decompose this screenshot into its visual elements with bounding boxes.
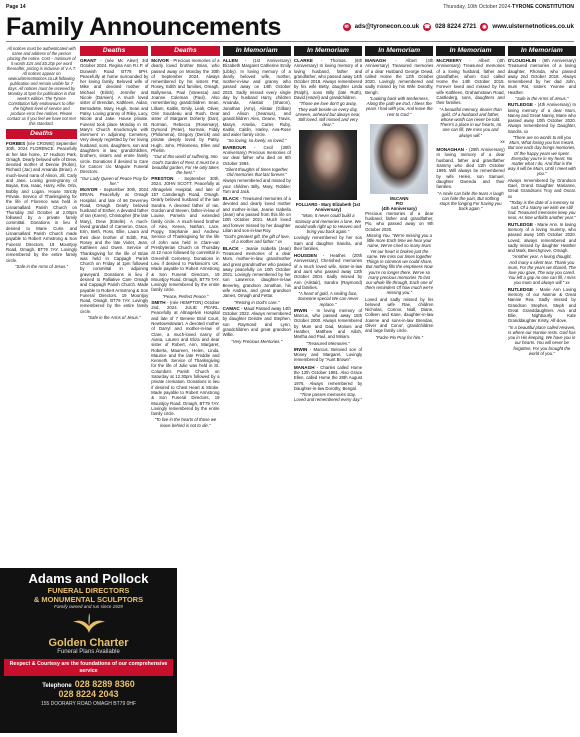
verse: "God's greatest gift, the gift of love, of a mother and father." xx: [223, 234, 290, 245]
notice-mccann-family: Loved and sadly missed by his beloved wife Rae, children Nicholas, Connor, Niall, Diane, Colleen and Kane, daughter-in-law Joanne and sons-in-law Brendan, Oliver and Conor; grandchildren and large family circle.: [365, 296, 434, 334]
ad-telephone-1: [42, 679, 135, 689]
ad-tel-number-1[interactable]: 028 8289 8360: [74, 679, 135, 689]
column-6: [365, 46, 433, 733]
top-strip: [6, 2, 574, 12]
notice-body: - Marie Ann Loving memory of our Nannie & Great Nannie Rea. Sadly missed by Grandson Stephen, Steph and Great Granddaughters Ava and Ellie, Nighbourly Kate Granddaughter Kirsty, Alf-dove.: [507, 286, 576, 324]
memoriam-header: In Memoriam: [508, 46, 576, 56]
masthead: [6, 12, 574, 42]
page-number: Page 14: [6, 4, 26, 10]
notice-grant: [80, 58, 148, 175]
notice-barbour-family: Always remembered and missed by your children Billy, Mary, Robbie; Tom and Jack.: [222, 178, 291, 194]
website-link[interactable]: www.ulsternetnotices.co.uk: [492, 23, 574, 30]
notice-name: HOUSDEN: [293, 253, 317, 259]
notice-irwin-2: [294, 347, 362, 363]
verse: "Treasured Memories.": [306, 340, 350, 346]
lily-icon: [69, 612, 109, 634]
notice-name: RUTLEDGE: [507, 102, 533, 108]
deaths-header: Deaths: [151, 46, 219, 56]
column-4: [223, 46, 291, 733]
verse: "Safe in the Arms of Jesus.": [515, 96, 569, 102]
notice-mccreery: [436, 58, 504, 106]
portrait-photo: [299, 130, 357, 200]
submission-notice: All notices must be authenticated with name and address of the person placing the notice. Cost – minimum of 5 words £15 and £0.20p per word thereafter, pricing is inclusive of V.A.T. All notices appear on www.ulsternetnotices.co.uk following publication and remain visible for 7 days. All notices must be received by Monday at 5pm for publication in that week's edition. The Tyrone Constitution fully endeavours to offer the highest level of service and produce error free notices. Please contact us if you feel we have not met this standard.: [7, 46, 76, 126]
notice-body: - Heather. (20th Anniversary) Cherished memories of a much loved wife, sister-in-law and aunt who passed away 13th October 2004. Sadly missed by Ann (Alistair), Sandra (Raymond) and families.: [293, 253, 363, 290]
ad-funeral-plans: Funeral Plans Available: [57, 649, 120, 655]
email-link[interactable]: ads@tyronecon.co.uk: [354, 23, 420, 30]
notice-name: RUTLEDGE: [507, 286, 533, 292]
memoriam-header: In Memoriam: [294, 46, 362, 56]
notice-body: - (6th Anniversary) Treasured memories of a loving daughter, Rhonda, who passed away 2nd October 2018. Always remembered by her dad John, mum Pat, sisters Yvonne and Heather.: [507, 58, 576, 95]
notice-name: CLARKE: [293, 58, 313, 63]
issue-date-text: Thursday, 10th October 2024-: [443, 4, 513, 10]
notice-body: - Albert (4th Anniversary) Treasured memories of a loving husband, father and grandfather, whom God called Home the 14th October 2015. Forever loved and missed by his wife Kathleen, Grahamstown Road, Castlederg, sons, daughters and their families.: [436, 58, 505, 106]
notice-black: [223, 196, 291, 233]
notice-black-2: [223, 246, 291, 299]
verse: "Today is the date of a memory so sad, Of a Nanny we wish we still had. Treasured memories keep you near, As time unfolds another year.": [507, 199, 576, 221]
verse: "Another year, A loving thought, And many a silent tear. Thank you mum, For the years we shared, The love you gave, The way you cared. You left a gap no one can fill, I miss you mum and always will." xx: [507, 254, 576, 286]
issue-date: [443, 4, 574, 10]
notice-body: - (née Mc Aleer) 3rd October 2024. Regina Ann R.I.P. of Dunwish Road BT78 5PH. Peacefully at home surrounded by her loving family. Beloved wife of Mike and devoted mother of Michael (Eilish), Jennifer and Nicole (Damien). A much loved sister of Brendan, Kathleen, Aidan, Bernadette, Mary, Hugh, Sean and Patsy. Loving granny of Riley, Lucy, Nicole and Jake. House private. Funeral took place Monday in St. Mary's Church Knockmoyle with interment in adjoining Cemetery. Very deeply regretted by her loving husband, sons, daughters, son and daughters in law, grandchildren, brothers, sisters and entire family circle. Donations if desired to Care for Cancer c/o Maguire Funeral Directors.: [80, 58, 149, 175]
deaths-header: Deaths: [6, 129, 77, 139]
notice-name: IRWIN: [293, 346, 308, 352]
notice-name: FORBES: [6, 141, 26, 146]
ad-telephone-label: Telephone: [42, 683, 72, 689]
verse: "A heart of gold, A smiling face, Someone special We can never replace.": [297, 291, 359, 307]
notice-housden: [294, 253, 362, 290]
notice-name: PRESTON: [151, 176, 174, 182]
verse: "To live in the hearts of those we leave behind is not to die.": [154, 417, 217, 428]
verse: Missing You. "We're missing you a little more Each time we hear your name, We've cried so many tears Yet our heart is broken just the same. We miss our times together Things in common we could share, But nothing fills the emptiness Now you're no longer there. We've so many precious memories To last our whole life through, Each one of them reminders Of how much we're missing you.": [365, 233, 434, 296]
notice-body: - Charles called Home the 12th October 1981. Also Grace Ellen, called Home the 28th August 1976. Always remembered by Daughter-in-law Dorothy, Bengal.: [293, 364, 363, 391]
notice-body: - Cecil (30th Anniversary) Precious memories of our dear father who died on 6th October 1994.: [222, 144, 291, 166]
verse: "Out of this world of suffering, Into God's Garden of Rest. It must be a beautiful garden, For He only takes the best.": [151, 154, 219, 175]
notice-body: - Marcus. Beloved son of Mosey and Margaret. Lovingly remembered by "Aunt Brown".: [293, 346, 363, 363]
notice-oloughlin: [508, 58, 576, 95]
notice-name: McIVOR: [151, 58, 169, 63]
ad-address: 155 DOORARY ROAD OMAGH BT79 0HF: [40, 701, 137, 707]
photo-caption: McCANN PIO (4th Anniversary): [381, 195, 417, 211]
verse: "There are no words to tell you Mum, What losing you has meant. But one each day brings memories, Of the happy years we spent. Everyday you're in my heart, No matter what I do, And that is the way it will be Mum, Until I meet with you.": [507, 135, 576, 177]
verse: "Resting in God's care.": [234, 299, 280, 305]
verse: "Mum, It never could build a stairway and memories a lane. We would walk right up to Heaven and bring you back again.": [295, 213, 361, 234]
kisses: xx: [500, 138, 505, 144]
ad-tagline: Family owned and run since 1929: [54, 604, 123, 609]
notice-rutledge-4: [508, 287, 576, 324]
memoriam-header: In Memoriam: [365, 46, 433, 56]
notice-name: BLACK: [222, 196, 239, 202]
notice-body: - (née HEMPTON) October 2nd, 2024. JULIE PEARL. Peacefully at Altnagelvin Hospital and late of 7 Benese Brail Court, Newtownstewart. A devoted mother of Darryl and mother-in-law of Clare, a much-loved nanny of Aiana, Lauren and Eliza and dear sister of Robert, Ann, Margaret, Roberta, Maureen, Helen, Linda, Maurice and the late Freddie and Kenneth. Service of Thanksgiving for the life of Julie was held in St. Columba's Parish Church on Saturday at 12.30pm followed by a private cremation. Donations in lieu if desired to Chest Heart & Stroke. Made payable to Robert Armstrong & Son Funeral Directors, 19 Mountjoy Road, Omagh, BT79 7AY. Lovingly remembered by the entire family circle.: [151, 299, 220, 417]
notice-rutledge-3: [508, 222, 576, 254]
notice-body: - Treasured memories of a devoted and dearly loved mother and mother-in-law, Jeanie Isabella (Jean) who passed from this life on 10th October 2021. Much loved and forever missed by her daughter Lilian and son-in-law Roy.: [222, 196, 291, 233]
verse: "Our Lady Queen of Peace Pray for her.": [80, 175, 148, 186]
ad-line-funeral: FUNERAL DIRECTORS: [47, 586, 130, 595]
notice-rutledge: [508, 102, 576, 134]
notice-body: - Jeanie Isabella (Jean) Treasured memories of a dear Mum, mother-in-law, grandmother and great grandmother who passed away peacefully on 10th October 2021. Lovingly remembered by her son Lawrence, daughter-in-law Beverley, grandson Jonathan, his wife Andrea, and great grandson James, Omagh and Fettar.: [222, 245, 291, 299]
notice-body: - Thomas. (6th Anniversary) In loving memory of a loving husband, father and grandfather, who passed away 14th October 2018. Always remembered by his wife Betty, daughter Linda (Ralph), sons Billy (late Ruth), David (Hazel) and grandchildren.: [293, 58, 363, 101]
notice-managh: [294, 365, 362, 391]
notice-monaghan: [436, 147, 504, 189]
notice-body: - September 30th, 2024 BRIAN. Peacefully at Omagh Hospital, and late of 66 Deverney Road, Omagh. Dearly beloved husband of Esther. A devoted father of Ian (Karen), Christopher (the late Mary), Drew (Estelle). A much-loved grandad of Cameron, Grace, Erin, Beth, Ross, Ellie, Laura and their dear brother of Edith, Pat, Rosey and the late Violet, Jean, Kathleen and Gwen. Service of Thanksgiving for the life of Brian was held in Cappagh Parish Church on Friday at 1pm followed by committal in adjoining graveyard. Donations in lieu if desired to Palliative Care Omagh and Cappagh Parish Church. Made payable to Robert Armstrong & Son Funeral Directors, 19 Mountjoy Road, Omagh, BT79 7AY. Lovingly remembered by the entire family circle.: [80, 186, 149, 314]
notice-name: O'LOUGHLIN: [507, 58, 537, 63]
notice-name: SMITH: [151, 299, 166, 305]
notice-body: - (29th Anniversary) In loving memory of a dear husband, father and grandfather Sammy who died 11th October 1995. Will always be remembered by wife Helen, son Samuel, daughter Gwenda and their families.: [436, 147, 505, 190]
verse: "Safe in the Arms of Jesus.": [14, 263, 69, 269]
notice-barbour: [223, 145, 291, 166]
notice-body: - September 30th, 2024. JOHN SCOTT. Peacefully at Altnagelvin Hospital, and late of 157 Camderagh Road, Omagh. Dearly beloved husband of the late Sandra. A devoted father of Ian, Gordon and Steven, father-in-law of Louise, Pamela and extended family circle. A much-loved brother of Alex, Keeva, Nathan, Lace, Poppy, Stephanie and Andrew. Service of Thanksgiving for the life of John was held in Clare-van Presbyterian Church on Thursday at 12 noon followed by committal in Greenhill Cemetery. Donations in Lieu if desired to Parkinson's UK. Made payable to Robert Armstrong & Son Funeral Directors, 19 Mountjoy Road, Omagh, BT79 7AY. Lovingly remembered by the entire family circle.: [151, 176, 220, 293]
ad-line-sculptors: & MONUMENTAL SCULPTORS: [33, 595, 144, 604]
email-icon: ✉: [344, 23, 349, 30]
verse: "A smile can hide the tears A laugh can hide the pain, But nothing stops the longing For having you back again.": [437, 190, 504, 212]
funeral-director-ad[interactable]: [0, 568, 177, 733]
notice-body: - Albert (4th Anniversary) Treasured memories of a dear Husband George Dewd, called Home the 12th October 2020. Lovingly remembered and sadly missed by his Wife Dorothy, Bengh.: [365, 58, 434, 95]
notice-body: - (1st Anniversary) Elizabeth Margaret Catherine Emily (Libby). In loving memory of a dearly beloved wife, mother, mother-in-law and granny who passed away on 14th October 2023. Sadly missed every single day by husband Harry, children Amanda, Alastair (Sharon), Jonathan (Amy), Alistair (Gillian) and Alison (Seamus), and grandchildren Alex, Deane, Travis, Masyn, Amelia, Carter, Ruby, Kaitlin, Caitlin, Harley, Ava-Rose and wider family circle.: [222, 58, 291, 138]
phone-icon: ☎: [423, 23, 431, 30]
notice-name: MONAGHAN: [436, 147, 464, 153]
notice-forbes: [6, 141, 77, 263]
ad-slogan: Respect & Courtesy are the foundations of our comprehensive service: [4, 659, 173, 676]
notice-name: McCREERY: [436, 58, 462, 63]
notice-irwin: [294, 308, 362, 340]
notice-preston: [151, 176, 219, 293]
notice-name: GRANT: [80, 58, 97, 63]
column-8: [508, 46, 576, 733]
notice-mcivor: [80, 187, 148, 314]
notice-mccann: Precious memories of a dear husband, father and grandfather, Pio, who passed away on 9th October 2020.: [365, 210, 434, 232]
memoriam-header: In Memoriam: [223, 46, 291, 56]
ad-company-name: Adams and Pollock: [28, 571, 149, 586]
page-title: Family Announcements: [6, 12, 282, 41]
deaths-header: Deaths: [80, 46, 148, 56]
notice-body: - Precious memories of a dearly loved brother Brian, who passed away on Monday the 30th of September 2024. Always remembered by his sisters Pat, Rosey, Edith and families, Omagh, Ballymena, Paul (Vanessa) and Joanne Coleman (Paul). Also remembering grandchildren Sean, Lilliam, Kaitlin, Emily, Leah, Oliver, Orin Sourdeau and Rush. Dear sister of Margaret Doherty (Dan), Norman, Rebecca (Rosemary), Dymond (Peter), Norman, Fiddy (Philomena), Gregory (Derick) and private deeply loved by Patsy, Hugh, John, Philomena, Ellen and Phelim.: [151, 58, 220, 154]
verse: "Time passes memories stay, Loved and remembered every day.": [294, 392, 362, 403]
notice-name: MANAGH: [365, 58, 386, 63]
notice-name: BARBOUR: [222, 144, 247, 150]
ad-telephone-2[interactable]: 028 8224 2043: [58, 689, 119, 699]
announcements-grid: [6, 46, 576, 733]
verse: "Silent thoughts of times together, Old memories that last forever.": [224, 166, 289, 178]
portrait-photo: [370, 124, 428, 194]
notice-allen: [223, 58, 291, 137]
notice-body: - Maud Passed away 14th October 2022. Always remembered by daughter Deirdre and Stephen, son Raymond and Lynn, grandchildren and great grandson Willie.: [222, 305, 291, 338]
notice-body: - (4th Anniversary) In loving memory of a dear Mum, Nanny and Great Nanny, Marie who passed away 10th October 2020. Always remembered by Daughter, Sandra. xx: [507, 102, 576, 134]
notice-folliard: Lovingly remembered by her son Sam and daughter Sandra, and their families.: [293, 235, 363, 251]
verse: "Looking back with tenderness, Along the path we trod, I bless the years I had with you, And leave the rest to God.": [365, 96, 433, 117]
notice-body: - In loving memory of Marcus, who passed away 15th October 2000. Always remembered by Mum and Dad, Moises and Heather, Matthew and Ailish, Martha and Paul, and Miriam.: [293, 307, 363, 340]
ad-golden-charter: Golden Charter: [48, 637, 129, 649]
verse: "Very Precious Memories.": [231, 338, 283, 344]
notice-camac: [223, 306, 291, 338]
verse: "Peace, Perfect Peace.": [162, 293, 209, 299]
notice-smith: [151, 300, 219, 417]
verse: "Padre Pio Pray for him.": [375, 334, 423, 340]
notice-rutledge-family: Always remembered by Grandson Gael, Grand Daughter Marianne, Great Grandsons Troy and Oscar. xx: [507, 177, 576, 199]
notice-managh-2: [365, 58, 433, 95]
notice-name: MANAGH: [293, 364, 315, 370]
verse: "Safe in the Arms of Jesus.": [87, 315, 141, 321]
paper-name: TYRONE CONSTITUTION: [512, 4, 574, 10]
notice-body: - Marie Ann. In loving memory of a loving mummy, who passed away 10th October 2020. Loved, always remembered and sadly missed by daughter Heather and Mark, Beechgrove, Omagh.: [507, 221, 576, 254]
memoriam-header: In Memoriam: [436, 46, 504, 56]
verse: "In a beautiful place called Heaven, Is where our Nannie rests. God has you in His keeping, We have you in our hearts. You will never be forgotten, For you brought the world of you.": [508, 324, 576, 356]
column-7: [436, 46, 504, 733]
notice-name: IRWIN: [293, 307, 308, 313]
column-5: [294, 46, 362, 733]
notice-name: McIVOR: [80, 186, 98, 192]
photo-caption: FOLLIARD - Mary Elizabeth (1st Anniversary): [295, 202, 361, 213]
notice-name: ALLEN: [222, 58, 238, 63]
verse: "So loving, so lovely, so loved.": [227, 138, 287, 144]
phone-number[interactable]: 028 8224 2721: [435, 23, 477, 30]
notice-body: (née CROWE) September 30th, 2024 FLORENCE. Peacefully at her late home, 17 Hudson Park, Omagh. Dearly beloved wife of Drew, devoted mother of Dennie (Robin), Richard (Jac) and Amanda (Brian). A much-loved nana of Alison, Jill, Carly and Jane. Loving great-granny of Bayan, Eva, Isaac, Harry, Alfie, Orla, Bobby and Logan. House Strictly Private. Service of Thanksgiving for the life of Florence was held in Lisnamallard Parish Church on Thursday 3rd October at 2.00pm followed by a private family committal. Donations in lieu if desired to Marie Curie and Lisnamallard Parish Church made payable to Robert Armstrong & Son Funeral Directors, 19 Mountjoy Road, Omagh, BT79 7AY. Lovingly remembered by the entire family circle.: [6, 141, 77, 263]
notice-name: CAMAC: [222, 305, 240, 311]
verse: "A beautiful memory, dearer than gold, Of a husband and father, whose worth can never be told. There's a place in our hearts, no one can fill, We miss you and always will.": [439, 106, 502, 138]
notice-clarke: [294, 58, 362, 100]
contact-bar: [343, 23, 574, 31]
notice-name: BLACK: [222, 245, 239, 251]
notice-name: RUTLEDGE: [507, 221, 533, 227]
globe-icon: ◉: [482, 23, 487, 30]
verse: "Those we love don't go away, They walk beside us every day, Unseen, unheard but always near, Still loved, still missed and very dear.": [295, 101, 361, 128]
notice-mcivor-2: [151, 58, 219, 153]
